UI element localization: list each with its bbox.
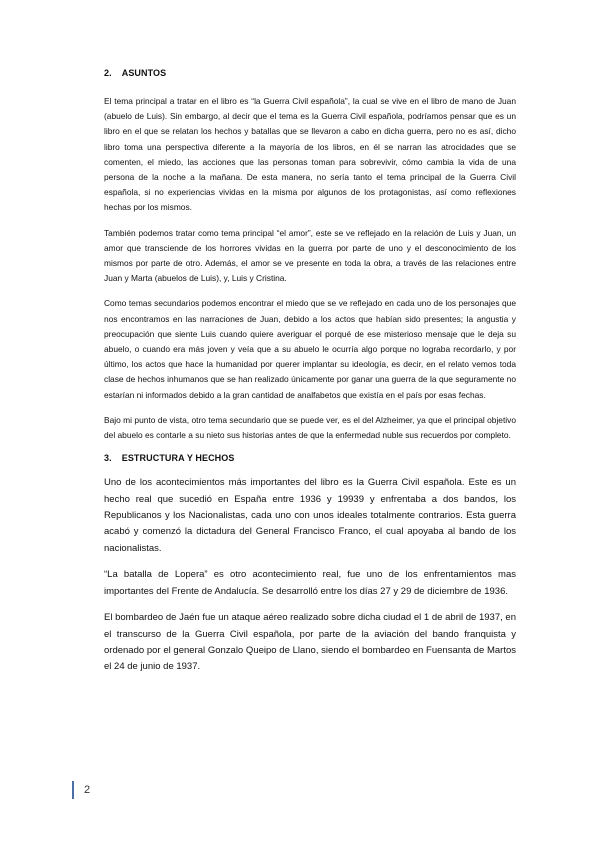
section-title: ASUNTOS — [121, 68, 167, 78]
section-heading-asuntos — [104, 68, 516, 78]
paragraph: Bajo mi punto de vista, otro tema secundario que se puede ver, es el del Alzheimer, ya que el principal objetivo del abuelo es contarle a su nieto sus historias antes de que la enfermedad nuble sus recuerdos por completo. — [104, 414, 516, 441]
paragraph: El bombardeo de Jaén fue un ataque aéreo realizado sobre dicha ciudad el 1 de abril de 1937, en el transcurso de la Guerra Civil española, por parte de la aviación del bando franquista y ordenado por el general Gonzalo Queipo de Llano, siendo el bombardeo en Fuensanta de Martos el 24 de junio de 1937. — [104, 612, 516, 673]
footer-divider — [72, 781, 74, 799]
section-heading-estructura — [104, 453, 516, 463]
paragraph: Como temas secundarios podemos encontrar el miedo que se ve reflejado en cada uno de los personajes que nos encontramos en las narraciones de Juan, debido a los actos que habían sido presentes; la angustia y preocupación que siente Luis cuando quiere averiguar el porqué de ese misterioso mensaje que le deja su abuelo, o cuando era más joven y veía que a su abuelo le ocurría algo porque no lograba recordarlo, y por último, los actos que hace la humanidad por querer implantar su ideología, es decir, en el relato vemos toda clase de hechos inhumanos que se han realizado únicamente por ganar una guerra de la que seguramente no estarían ni informados debido a la gran cantidad de analfabetos que existía en el país por esas fechas. — [104, 298, 516, 400]
page-content — [104, 68, 516, 686]
paragraph: “La batalla de Lopera” es otro acontecimiento real, fue uno de los enfrentamientos mas importantes del Frente de Andalucía. Se desarrolló entre los días 27 y 29 de diciembre de 1936. — [104, 569, 516, 597]
paragraph: El tema principal a tratar en el libro es “la Guerra Civil española”, la cual se vive en el libro de mano de Juan (abuelo de Luis). Sin embargo, al decir que el tema es la Guerra Civil española, podríamos pensar que es un libro en el que se relatan los hechos y batallas que se llevaron a cabo en dicha guerra, pero no es así, dicho libro toma una perspectiva diferente a la mayoría de los libros, en él se narran las atrocidades que se comenten, el miedo, las acciones que las personas toman para sobrevivir, cómo cambia la vida de una persona de la noche a la mañana. De esta manera, no sería tanto el tema principal de la Guerra Civil española, si no experiencias vividas en la misma por algunos de los protagonistas, así como reflexiones hechas por los mismos. — [104, 96, 516, 213]
section-number: 3. — [104, 453, 112, 464]
paragraph: Uno de los acontecimientos más importantes del libro es la Guerra Civil española. Este es un hecho real que sucedió en España entre 1936 y 19939 y enfrentaba a dos bandos, los Republicanos y los Nacionalistas, cada uno con unos ideales totalmente contrarios. Esta guerra acabó y comenzó la dictadura del General Francisco Franco, el cual apoyaba al bando de los nacionalistas. — [104, 477, 516, 554]
page-footer — [72, 780, 90, 800]
section-number: 2. — [104, 68, 112, 78]
section-title: ESTRUCTURA Y HECHOS — [121, 453, 235, 464]
paragraph: También podemos tratar como tema principal “el amor”, este se ve reflejado en la relación de Luis y Juan, un amor que transciende de los horrores vividas en la guerra por parte de uno y el desconocimiento de los mismos por parte de otro. Además, el amor se ve presente en toda la obra, a través de las relaciones entre Juan y Marta (abuelos de Luis), y, Luis y Cristina. — [104, 227, 516, 284]
page-number: 2 — [84, 784, 91, 796]
